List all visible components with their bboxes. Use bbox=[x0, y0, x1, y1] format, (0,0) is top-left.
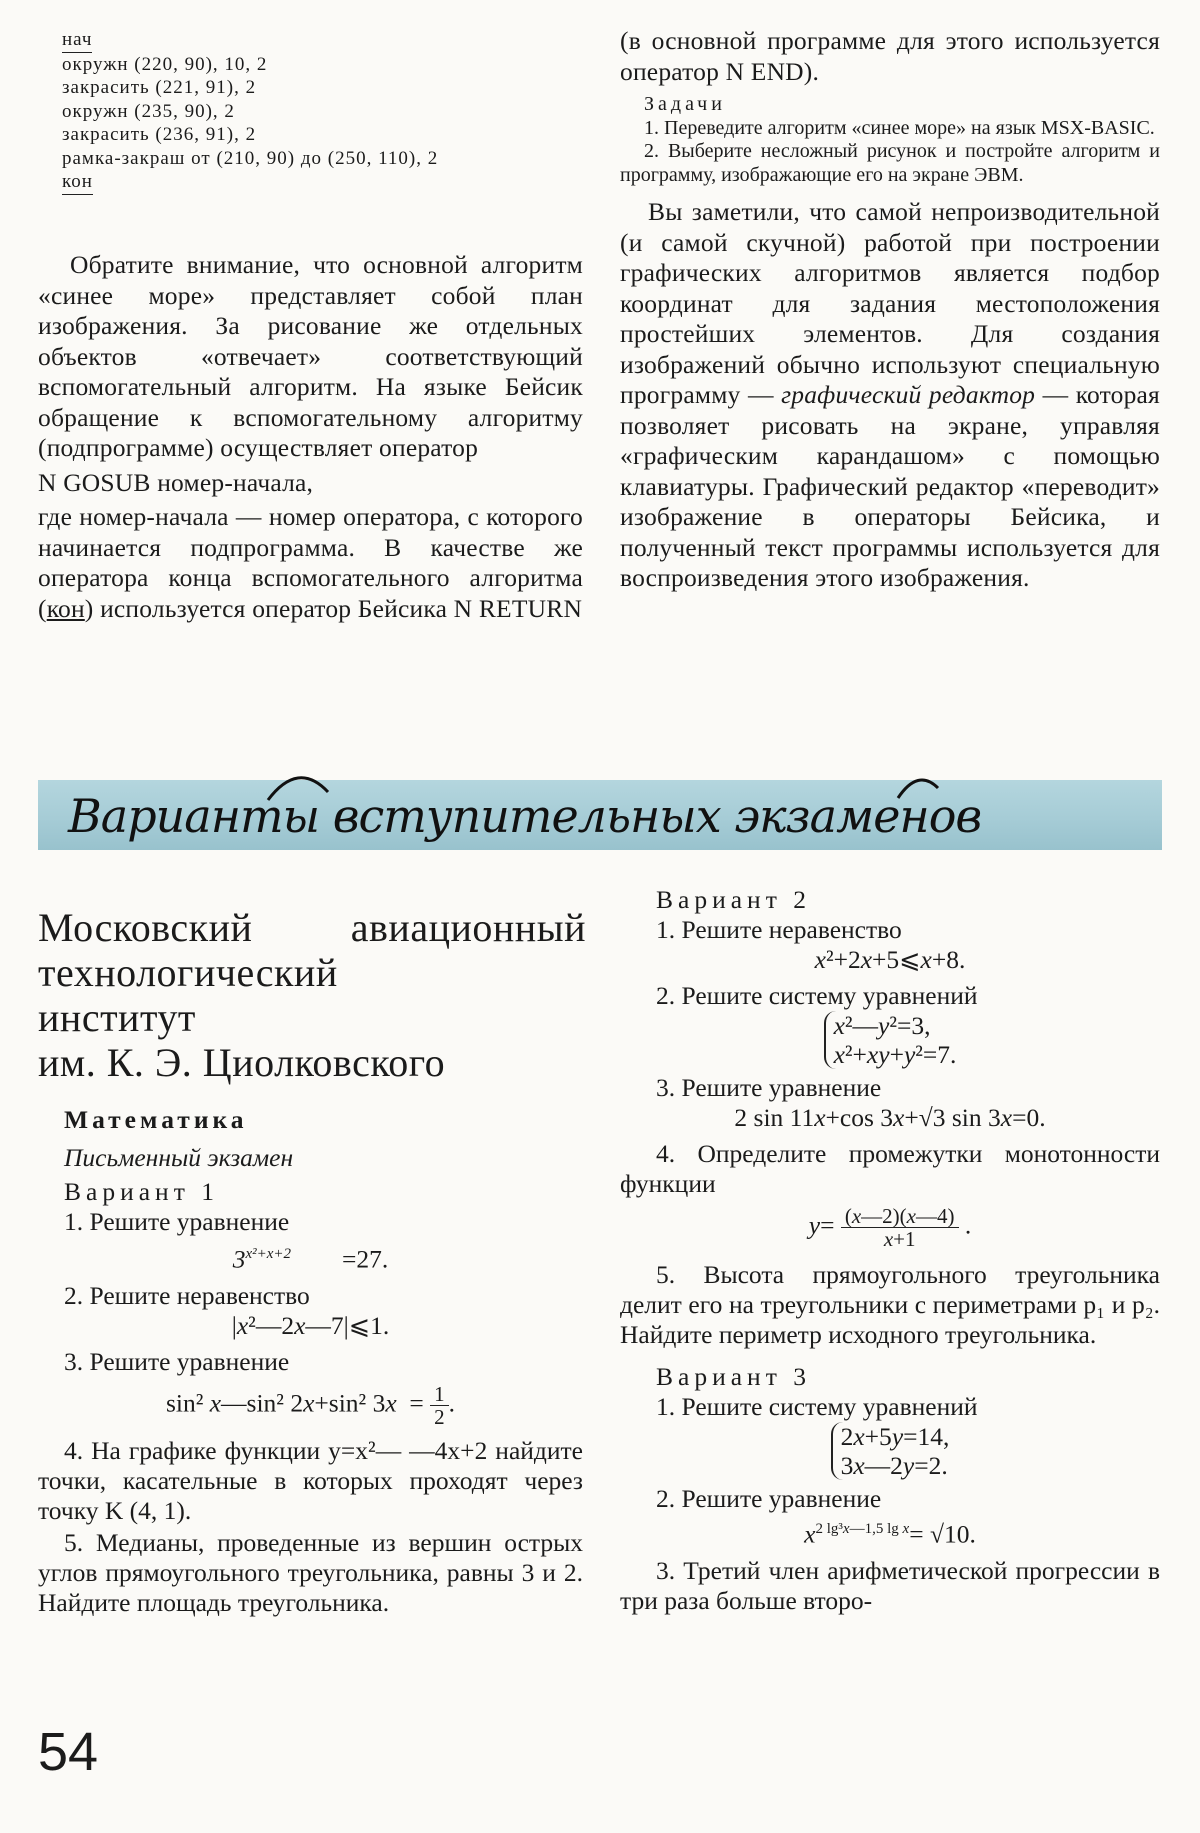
formula: x²+2x+5⩽x+8. bbox=[814, 945, 966, 974]
paragraph: где номер-начала — номер оператора, с которого начинается подпрограмма. В качестве же оператора конца вспомогательного алгоритма (кон) используется оператор Бейсика N RETURN bbox=[38, 502, 583, 623]
problem: 1. Решите систему уравнений bbox=[656, 1392, 978, 1421]
task-item: 2. Выберите несложный рисунок и постройте алгоритм и программу, изображающие его на экране ЭВМ. bbox=[620, 140, 1160, 186]
code-line: нач bbox=[62, 28, 582, 53]
problem: 2. Решите систему уравнений bbox=[656, 981, 978, 1010]
formula: sin² x—sin² 2x+sin² 3x = $\frac{1}{2}$ . bbox=[165, 1381, 456, 1429]
tasks-heading: Задачи bbox=[644, 93, 726, 115]
formula: $x^{2 lg^3x—1,5 lg x}= √10$. bbox=[804, 1519, 976, 1549]
variant-heading: Вариант 1 bbox=[64, 1177, 219, 1206]
page-number: 54 bbox=[38, 1722, 99, 1782]
problem: 4. Определите промежутки монотонности функции bbox=[620, 1139, 1160, 1198]
code-line: окружн (220, 90), 10, 2 bbox=[62, 53, 268, 75]
formula: y= $\frac{(x—2)(x—4)}{x+1}$ . bbox=[808, 1204, 972, 1251]
banner-script-art bbox=[38, 780, 1162, 850]
paragraph: Обратите внимание, что основной алгоритм «синее море» представляет собой план изображения. За рисование же отдельных объектов «отвечает» соответствующий вспомогательный алгоритм. На языке Бейсик обращение к вспомогательному алгоритму (подпрограмме) осуществляет оператор bbox=[38, 250, 583, 462]
task-item: 1. Переведите алгоритм «синее море» на язык MSX-BASIC. bbox=[644, 116, 1155, 139]
formula: 2 sin 11x+cos 3x+√3 sin 3x=0. bbox=[734, 1103, 1046, 1132]
problem: 5. Высота прямоугольного треугольника делит его на треугольники с периметрами p₁ и p₂. Найдите периметр исходного треугольника. bbox=[620, 1260, 1160, 1349]
code-line: закрасить (236, 91), 2 bbox=[62, 124, 257, 145]
formula: |x²—2x—7|⩽1. bbox=[231, 1310, 390, 1340]
problem: 3. Третий член арифметической прогрессии в три раза больше второ- bbox=[620, 1555, 1160, 1615]
institute-name: Московский авиационный технологический институт им. К. Э. Циолковского bbox=[38, 905, 586, 1085]
code-line: окружн (235, 90), 2 bbox=[62, 100, 235, 122]
banner-title: Варианты вступительных экзаменов bbox=[68, 789, 982, 843]
paragraph: Вы заметили, что самой непроизводительной (и самой скучной) работой при построении графических алгоритмов является подбор координат для задания местоположения простейших элементов. Для создания изображений обычно используют специальную программу — графический редактор — которая позволяет рисовать на экране, управляя «графическим карандашом» с помощью клавиатуры. Графический редактор «переводит» изображение в операторы Бейсика, и полученный текст программы используется для воспроизведения этого изображения. bbox=[620, 197, 1160, 592]
problem: 2. Решите уравнение bbox=[656, 1484, 882, 1513]
code-line: закрасить (221, 91), 2 bbox=[62, 77, 257, 98]
problem: 1. Решите неравенство bbox=[656, 915, 902, 944]
left-column-text bbox=[38, 250, 583, 624]
variant2-block bbox=[620, 885, 1160, 1616]
problem: 4. На графике функции y=x²— —4x+2 найдите точки, касательные в которых проходят через точку K (4, 1). bbox=[38, 1435, 583, 1525]
variant1-block bbox=[38, 1105, 583, 1618]
problem: 2. Решите неравенство bbox=[64, 1280, 310, 1310]
problem: 1. Решите уравнение bbox=[64, 1207, 290, 1236]
subject-heading: Математика bbox=[64, 1105, 248, 1134]
gosub-statement: N GOSUB номер-начала, bbox=[38, 467, 314, 497]
variant-heading: Вариант 3 bbox=[656, 1362, 811, 1391]
code-line: кон bbox=[62, 170, 582, 195]
formula: 2x+5y=14, 3x—2y=2. bbox=[620, 1422, 1160, 1480]
section-banner bbox=[38, 780, 1162, 850]
problem: 3. Решите уравнение bbox=[64, 1346, 290, 1376]
exam-type: Письменный экзамен bbox=[64, 1143, 294, 1172]
formula: $3^{x^2+x+2}$ =27. bbox=[232, 1244, 389, 1274]
problem: 3. Решите уравнение bbox=[656, 1073, 882, 1102]
problem: 5. Медианы, проведенные из вершин острых углов прямоугольного треугольника, равны 3 и 2. Найдите площадь треугольника. bbox=[38, 1527, 583, 1617]
right-column-top bbox=[620, 26, 1160, 594]
variant-heading: Вариант 2 bbox=[656, 885, 811, 914]
paragraph: (в основной программе для этого используется оператор N END). bbox=[620, 26, 1160, 86]
algorithm-listing bbox=[62, 28, 582, 195]
code-line: рамка-закраш от (210, 90) до (250, 110), 2 bbox=[62, 147, 439, 169]
formula: x²—y²=3, x²+xy+y²=7. bbox=[620, 1011, 1160, 1069]
